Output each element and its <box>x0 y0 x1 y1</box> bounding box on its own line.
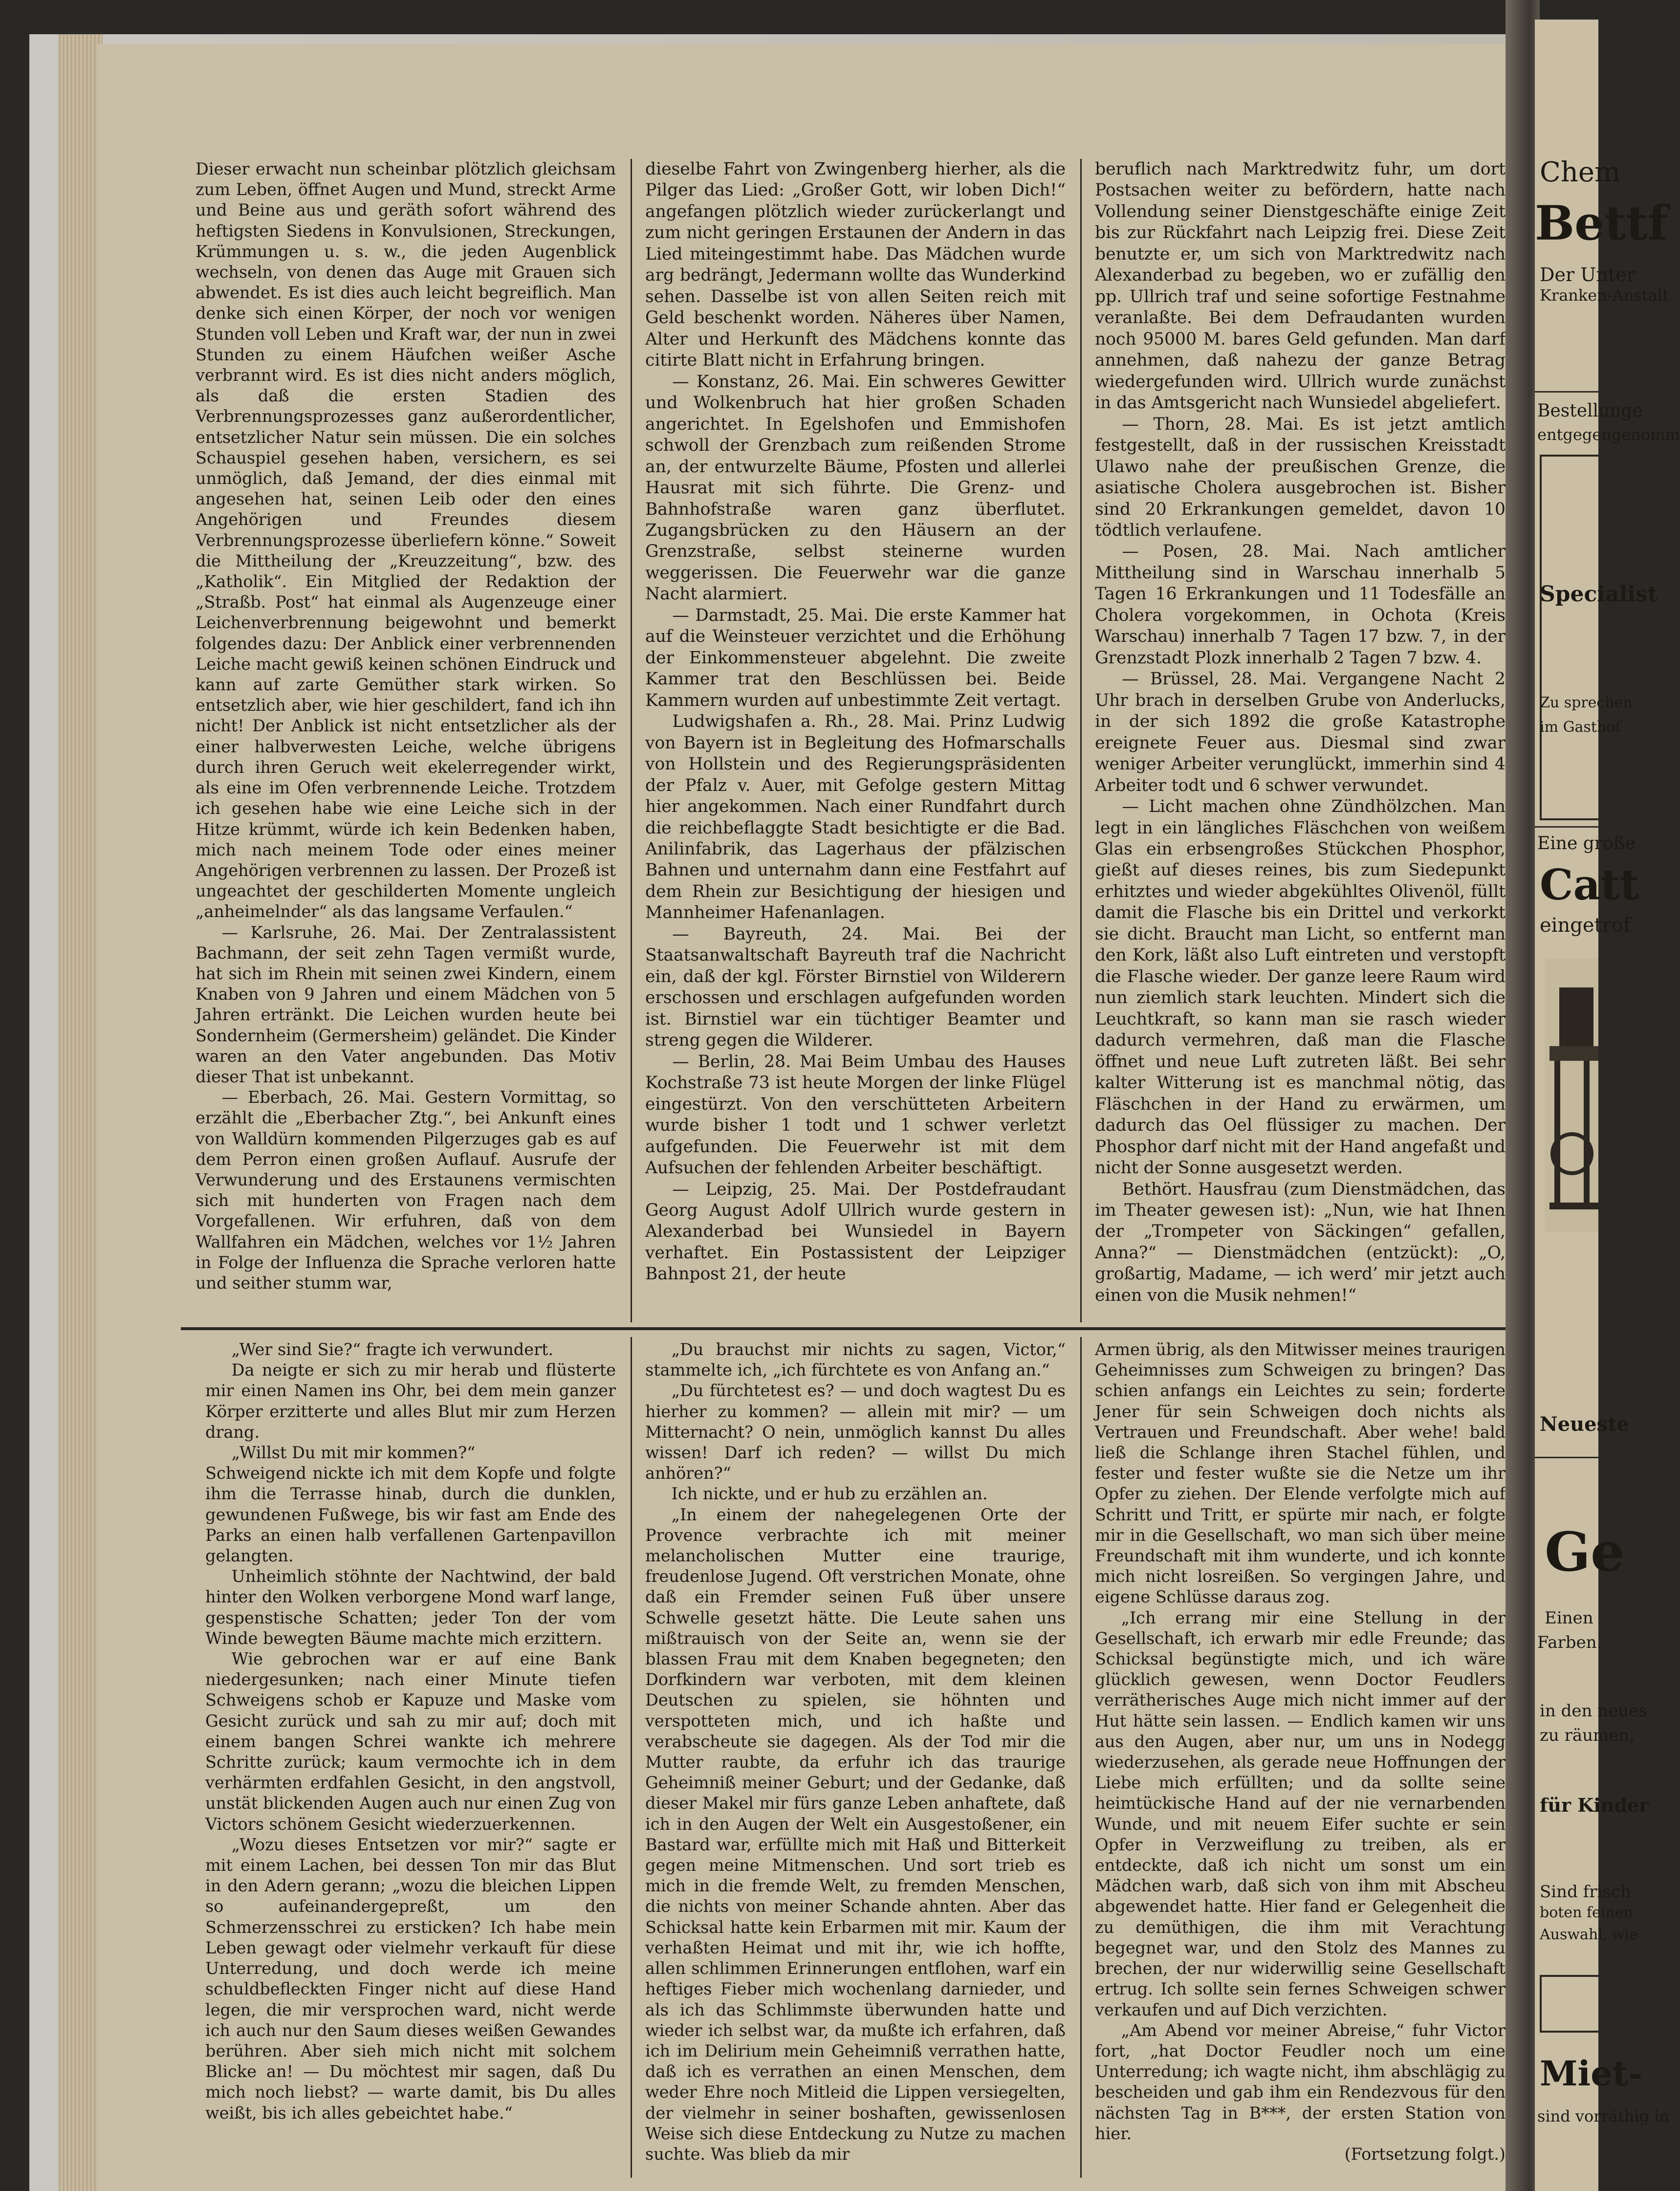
column-rule <box>631 1337 632 2178</box>
sewing-machine-illustration <box>1545 958 1598 1232</box>
ad-headline: Ge <box>1545 1520 1625 1583</box>
article-paragraph: — Licht machen ohne Zündhölzchen. Man legt in ein längliches Fläschchen von weißem Glas ein erbsengroßes Stückchen Phosphor, gießt auf dieses reines, bis zum Siedepunkt erhitztes und wieder abgekühltes Olivenöl, füllt damit die Flasche bis ein Drittel und verkorkt sie dicht. Braucht man Licht, so entfernt man den Kork, läßt also Luft eintreten und verstopft die Flasche wieder. Der ganze leere Raum wird nun ziemlich stark leuchten. Mindert sich die Leuchtkraft, so kann man sie rasch wieder dadurch vermehren, daß man die Flasche öffnet und neue Luft zutreten läßt. Bei sehr kalter Witterung ist es manchmal nötig, das Fläschchen in der Hand zu erwärmen, um dadurch das Oel flüssiger zu machen. Der Phosphor darf nicht mit der Hand angefaßt und nicht der Sonne ausgesetzt werden. <box>1095 797 1505 1178</box>
article-paragraph: beruflich nach Marktredwitz fuhr, um dort Postsachen weiter zu befördern, hatte nach Vollendung seiner Dienstgeschäfte einige Zeit bis zur Rückfahrt nach Leipzig frei. Diese Zeit benutzte er, um sich von Marktredwitz nach Alexanderbad zu begeben, wo er zufällig den pp. Ullrich traf und seine sofortige Festnahme veranlaßte. Bei dem Defraudanten wurden noch 95000 M. bares Geld gefunden. Man darf annehmen, daß nahezu der ganze Betrag wiedergefunden wird. Ullrich wurde zunächst in das Amtsgericht nach Wunsiedel abgeliefert. <box>1095 159 1505 413</box>
article-paragraph: „Wozu dieses Entsetzen vor mir?“ sagte er mit einem Lachen, bei dessen Ton mir das Blut in den Adern gerann; „wozu die bleichen Lippen so aufeinandergepreßt, um den Schmerzensschrei zu ersticken? Ich habe mein Leben gewagt oder vielmehr verkauft für diese Unterredung, und doch werde ich meine schuldbefleckten Finger nicht auf diese Hand legen, die mir versprochen ward, nicht werde ich auch nur den Saum dieses weißen Gewandes berühren. Aber sieh mich nicht mit solchem Blicke an! — Du möchtest mir sagen, daß Du mich noch liebst? — warte damit, bis Du alles weißt, bis ich alles gebeichtet habe.“ <box>205 1835 616 2123</box>
lower-column-1 <box>205 1339 616 2166</box>
ad-frame <box>1540 1975 1602 2033</box>
ad-text: für Kinder <box>1540 1794 1649 1816</box>
article-paragraph: — Bayreuth, 24. Mai. Bei der Staatsanwaltschaft Bayreuth traf die Nachricht ein, daß der kgl. Förster Birnstiel von Wilderern erschossen und erschlagen aufgefunden worden ist. Birnstiel war ein tüchtiger Beamter und streng gegen die Wilderer. <box>645 924 1066 1051</box>
article-paragraph: — Leipzig, 25. Mai. Der Postdefraudant Georg August Adolf Ullrich wurde gestern in Alexanderbad bei Wunsiedel in Bayern verhaftet. Ein Postassistent der Leipziger Bahnpost 21, der heute <box>645 1179 1066 1284</box>
article-paragraph: — Thorn, 28. Mai. Es ist jetzt amtlich festgestellt, daß in der russischen Kreisstadt Ulawo nahe der preußischen Grenze, die asiatische Cholera ausgebrochen ist. Bisher sind 20 Erkrankungen gemeldet, davon 10 tödtlich verlaufene. <box>1095 414 1505 540</box>
article-paragraph: Ich nickte, und er hub zu erzählen an. <box>671 1484 988 1504</box>
ad-text: Neueste <box>1540 1413 1629 1436</box>
ad-text: Farben. <box>1537 1633 1602 1652</box>
column-rule <box>1080 159 1082 1322</box>
ad-text: Der Unter <box>1540 264 1636 285</box>
article-paragraph: Bethört. Hausfrau (zum Dienstmädchen, das im Theater gewesen ist): „Nun, wie hat Ihnen der „Trompeter von Säckingen“ gefallen, Anna?“ — Dienstmädchen (entzückt): „O, großartig, Madame, — ich werd’ mir jetzt auch einen von die Musik nehmen!“ <box>1095 1179 1505 1305</box>
ad-text: sind vorräthig in <box>1537 2107 1670 2125</box>
ad-text: Bestellunge <box>1537 401 1643 421</box>
article-paragraph: — Posen, 28. Mai. Nach amtlicher Mittheilung sind in Warschau innerhalb 5 Tagen 16 Erkrankungen und 11 Todesfälle an Cholera vorgekommen, in Ochota (Kreis Warschau) innerhalb 7 Tagen 17 bzw. 7, in der Grenzstadt Plozk innerhalb 2 Tagen 7 bzw. 4. <box>1095 542 1505 668</box>
ad-text: entgegengenomm <box>1537 425 1680 444</box>
article-paragraph: Wie gebrochen war er auf eine Bank niedergesunken; nach einer Minute tiefen Schweigens schob er Kapuze und Maske vom Gesicht zurück und sah zu mir auf; doch mit einem bangen Schrei wankte ich mehrere Schritte zurück; kaum vermochte ich in dem verhärmten erdfahlen Gesicht, in den angstvoll, unstät blickenden Augen auch nur einen Zug von Victors schönem Gesicht wiederzuerkennen. <box>205 1649 616 1834</box>
ad-text: im Gasthof <box>1540 719 1621 736</box>
article-paragraph: Ludwigshafen a. Rh., 28. Mai. Prinz Ludwig von Bayern ist in Begleitung des Hofmarschalls von Hollstein und des Regierungspräsidenten der Pfalz v. Auer, mit Gefolge gestern Mittag hier angekommen. Nach einer Rundfahrt durch die reichbeflaggte Stadt besichtigte er die Bad. Anilinfabrik, das Lagerhaus der pfälzischen Bahnen und unternahm dann eine Festfahrt auf dem Rhein zur Besichtigung der hiesigen und Mannheimer Hafenanlagen. <box>645 712 1066 923</box>
article-paragraph: „Ich errang mir eine Stellung in der Gesellschaft, ich erwarb mir edle Freunde; das Schicksal begünstigte mich, und ich wäre glücklich gewesen, wenn Doctor Feudlers verrätherisches Auge mich nicht immer auf der Hut hätte sein lassen. — Endlich kamen wir uns aus den Augen, aber nur, um uns in Nodegg wiederzusehen, als gerade neue Hoffnungen der Liebe mich erfüllten; und da sollte seine heimtückische Hand auf der nie vernarbenden Wunde, und mit neuem Eifer suchte er sein Opfer in Verzweiflung zu treiben, als er entdeckte, daß ich nicht um sonst um ein Mädchen warb, daß sich von ihm mit Abscheu abgewendet hatte. Hier fand er Gelegenheit die zu demüthigen, die ihm mit Verachtung begegnet war, und den Stolz des Mannes zu brechen, der nur widerwillig seine Gesellschaft ertrug. Ich sollte sein fernes Schweigen schwer verkaufen und auf Dich verzichten. <box>1095 1608 1505 2019</box>
upper-column-1 <box>196 159 616 1317</box>
page-edges <box>59 34 103 2191</box>
ad-text: Zu sprechen <box>1540 694 1633 711</box>
article-paragraph: (Fortsetzung folgt.) <box>1344 2144 1505 2164</box>
column-rule <box>1080 1337 1082 2178</box>
ad-text: Kranken-Anstalt <box>1540 286 1669 305</box>
ad-text: Chem <box>1540 156 1621 188</box>
article-paragraph: „Du brauchst mir nichts zu sagen, Victor,“ stammelte ich, „ich fürchtete es von Anfang an.“ <box>645 1340 1066 1380</box>
ad-text: boten feinen <box>1540 1904 1633 1921</box>
ad-text: Einen <box>1545 1608 1593 1628</box>
article-paragraph: „Willst Du mit mir kommen?“ <box>231 1443 476 1463</box>
article-paragraph: „Wer sind Sie?“ fragte ich verwundert. <box>231 1340 554 1359</box>
ad-text: zu räumen, <box>1540 1726 1635 1745</box>
ad-text: Sind frisch <box>1540 1882 1631 1902</box>
ad-text: in den neues <box>1540 1701 1647 1721</box>
article-paragraph: — Karlsruhe, 26. Mai. Der Zentralassistent Bachmann, der seit zehn Tagen vermißt wurde, hat sich im Rhein mit seinen zwei Kindern, einem Knaben von 9 Jahren und einem Mädchen von 5 Jahren ertränkt. Die Leichen wurden heute bei Sondernheim (Germersheim) geländet. Die Kinder waren an den Vater angebunden. Das Motiv dieser That ist unbekannt. <box>196 922 616 1086</box>
article-paragraph: Armen übrig, als den Mitwisser meines traurigen Geheimnisses zum Schweigen zu bringen? Das schien anfangs ein Leichtes zu sein; forderte Jener für sein Schweigen doch nichts als Vertrauen und Freundschaft. Aber wehe! bald ließ die Schlange ihren Stachel fühlen, und fester und fester wußte sie die Netze um ihr Opfer zu ziehen. Der Elende verfolgte mich auf Schritt und Tritt, er spürte mir nach, er folgte mir in die Gesellschaft, wo man sich über meine Freundschaft mit ihm wunderte, und ich konnte mich nicht losreißen. So vergingen Jahre, und eigene Schlüsse daraus zog. <box>1095 1340 1505 1607</box>
article-paragraph: — Darmstadt, 25. Mai. Die erste Kammer hat auf die Weinsteuer verzichtet und die Erhöhung der Einkommensteuer abgelehnt. Die zweite Kammer trat den Beschlüssen bei. Beide Kammern wurden auf unbestimmte Zeit vertagt. <box>645 605 1066 710</box>
ad-text: Auswahl, wie <box>1540 1926 1638 1943</box>
article-paragraph: Unheimlich stöhnte der Nachtwind, der bald hinter den Wolken verborgene Mond warf lange, gespenstische Schatten; jeder Ton der vom Winde bewegten Bäume machte mich erzittern. <box>205 1567 616 1648</box>
upper-column-2 <box>645 159 1066 1317</box>
ad-divider <box>1535 391 1598 393</box>
article-paragraph: — Eberbach, 26. Mai. Gestern Vormittag, so erzählt die „Eberbacher Ztg.“, bei Ankunft eines von Walldürn kommenden Pilgerzuges gab es auf dem Perron einen großen Auflauf. Ausrufe der Verwunderung und des Erstaunens vermischten sich mit hunderten von Fragen nach dem Vorgefallenen. Wir erfuhren, daß von dem Wallfahren ein Mädchen, welches vor 1½ Jahren in Folge der Influenza die Sprache verloren hatte und seither stumm war, <box>196 1088 616 1293</box>
ad-headline: Bettf <box>1535 196 1668 251</box>
article-paragraph: „Am Abend vor meiner Abreise,“ fuhr Victor fort, „hat Doctor Feudler noch um eine Unterredung; ich wagte nicht, ihm abschlägig zu bescheiden und gab ihm ein Rendezvous für den nächsten Tag in B***, der ersten Station von hier. <box>1095 2020 1505 2143</box>
upper-column-3 <box>1095 159 1505 1317</box>
ad-headline: Miet- <box>1540 2053 1642 2094</box>
ad-text: Eine große <box>1537 833 1636 854</box>
article-paragraph: Da neigte er sich zu mir herab und flüsterte mir einen Namen ins Ohr, bei dem mein ganzer Körper erzitterte und alles Blut mir zum Herzen drang. <box>205 1360 616 1442</box>
column-rule <box>631 159 632 1322</box>
ad-headline: Catt <box>1540 860 1639 910</box>
article-paragraph: — Berlin, 28. Mai Beim Umbau des Hauses Kochstraße 73 ist heute Morgen der linke Flügel eingestürzt. Von den verschütteten Arbeitern wurde bisher 1 todt und 1 schwer verletzt aufgefunden. Die Feuerwehr ist mit dem Aufsuchen der fehlenden Arbeiter beschäftigt. <box>645 1052 1066 1178</box>
ad-frame <box>1540 455 1607 820</box>
lower-column-3 <box>1095 1339 1505 2166</box>
article-paragraph: „Du fürchtetest es? — und doch wagtest Du es hierher zu kommen? — allein mit mir? — um Mitternacht? O nein, unmöglich kannst Du alles wissen! Darf ich reden? — willst Du mich anhören?“ <box>645 1381 1066 1483</box>
article-paragraph: Schweigend nickte ich mit dem Kopfe und folgte ihm die Terrasse hinab, durch die dunklen, gewundenen Fußwege, bis wir fast am Ende des Parks an einen halb verfallenen Gartenpavillon gelangten. <box>205 1464 616 1566</box>
section-divider <box>181 1327 1505 1330</box>
newspaper-page <box>98 44 1505 2191</box>
article-paragraph: — Konstanz, 26. Mai. Ein schweres Gewitter und Wolkenbruch hat hier großen Schaden angerichtet. In Egelshofen und Emmishofen schwoll der Grenzbach zum reißenden Strome an, der entwurzelte Bäume, Pfosten und allerlei Hausrat mit sich führte. Die Grenz- und Bahnhofstraße waren ganz überflutet. Zugangsbrücken zu den Häusern an der Grenzstraße, selbst steinerne wurden weggerissen. Die Feuerwehr war die ganze Nacht alarmiert. <box>645 372 1066 604</box>
article-paragraph: Dieser erwacht nun scheinbar plötzlich gleichsam zum Leben, öffnet Augen und Mund, streckt Arme und Beine aus und geräth sofort während des heftigsten Siedens in Konvulsionen, Streckungen, Krümmungen u. s. w., die jeden Augenblick wechseln, von denen das Auge mit Grauen sich abwendet. Es ist dies auch leicht begreiflich. Man denke sich einen Körper, der noch vor wenigen Stunden voll Leben und Kraft war, der nun in zwei Stunden zu einem Häufchen weißer Asche verbrannt wird. Es ist dies nicht anders möglich, als daß die ersten Stadien des Verbrennungsprozesses ganz außerordentlicher, entsetzlicher Natur sein müssen. Die ein solches Schauspiel gesehen haben, versichern, es sei unmöglich, daß Jemand, der dies einmal mit angesehen hat, seinen Leib oder den eines Angehörigen und Freundes diesem Verbrennungsprozesse überliefern könne.“ Soweit die Mittheilung der „Kreuzzeitung“, bzw. des „Katholik“. Ein Mitglied der Redaktion der „Straßb. Post“ hat einmal als Augenzeuge einer Leichenverbrennung beigewohnt und bemerkt folgendes dazu: Der Anblick einer verbrennenden Leiche macht gewiß keinen schönen Eindruck und kann auf zarte Gemüther stark wirken. So entsetzlich aber, wie hier geschildert, fand ich ihn nicht! Der Anblick ist nicht entsetzlicher als der einer halbverwesten Leiche, welche übrigens durch ihren Geruch weit ekelerregender wirkt, als eine im Ofen verbrennende Leiche. Trotzdem ich gesehen habe wie eine Leiche sich in der Hitze krümmt, würde ich kein Bedenken haben, mich nach meinem Tode oder eines meiner Angehörigen verbrennen zu lassen. Der Prozeß ist ungeachtet der geschilderten Momente ungleich „anheimelnder“ als das langsame Verfaulen.“ <box>196 159 616 921</box>
lower-column-2 <box>645 1339 1066 2166</box>
article-paragraph: „In einem der nahegelegenen Orte der Provence verbrachte ich mit meiner melancholischen Mutter eine traurige, freudenlose Jugend. Oft verstrichen Monate, ohne daß ein Fremder seinen Fuß über unsere Schwelle gesetzt hätte. Die Leute sahen uns mißtrauisch von der Seite an, wenn sie der blassen Frau mit dem Knaben begegneten; den Dorfkindern war verboten, mit dem kleinen Deutschen zu spielen, sie höhnten und verspotteten mich, und ich haßte und verabscheute sie dagegen. Als der Tod mir die Mutter raubte, da erfuhr ich das traurige Geheimniß meiner Geburt; und der Gedanke, daß dieser Makel mir fürs ganze Leben anhaftete, daß ich in den Augen der Welt ein Ausgestoßener, ein Bastard war, erfüllte mich mit Haß und Bitterkeit gegen meine Mitmenschen. Und sort trieb es mich in die fremde Welt, zu fremden Menschen, die nichts von meiner Schande ahnten. Aber das Schicksal hatte kein Erbarmen mit mir. Kaum der verhaßten Heimat und mit ihr, wie ich hoffte, allen schlimmen Erinnerungen entflohen, warf ein heftiges Fieber mich wochenlang darnieder, und als ich das Schlimmste überwunden hatte und wieder ich selbst war, da mußte ich erfahren, daß ich im Delirium mein Geheimniß verrathen hatte, daß ich es verrathen an einen Menschen, dem weder Ehre noch Mitleid die Lippen versiegelten, der vielmehr in seiner boshaften, gewissenlosen Weise sich diese Entdeckung zu Nutze zu machen suchte. Was blieb da mir <box>645 1505 1066 2164</box>
ad-headline: Specialist <box>1540 582 1658 607</box>
article-paragraph: dieselbe Fahrt von Zwingenberg hierher, als die Pilger das Lied: „Großer Gott, wir loben Dich!“ angefangen plötzlich wieder zurückerlangt und zum nicht geringen Erstaunen der Andern in das Lied miteingestimmt habe. Das Mädchen wurde arg bedrängt, Jedermann wollte das Wunderkind sehen. Dasselbe ist von allen Seiten reich mit Geld beschenkt worden. Näheres über Namen, Alter und Herkunft des Mädchens konnte das citirte Blatt nicht in Erfahrung bringen. <box>645 159 1066 371</box>
article-paragraph: — Brüssel, 28. Mai. Vergangene Nacht 2 Uhr brach in derselben Grube von Anderlucks, in der sich 1892 die große Katastrophe ereignete Feuer aus. Diesmal sind zwar weniger Arbeiter verunglückt, immerhin sind 4 Arbeiter todt und 6 schwer verwundet. <box>1095 669 1505 795</box>
ad-text: eingetrof <box>1540 914 1631 937</box>
ad-divider <box>1535 826 1598 828</box>
advertisement-page-edge <box>1535 20 1680 2191</box>
ad-divider <box>1535 1457 1598 1458</box>
